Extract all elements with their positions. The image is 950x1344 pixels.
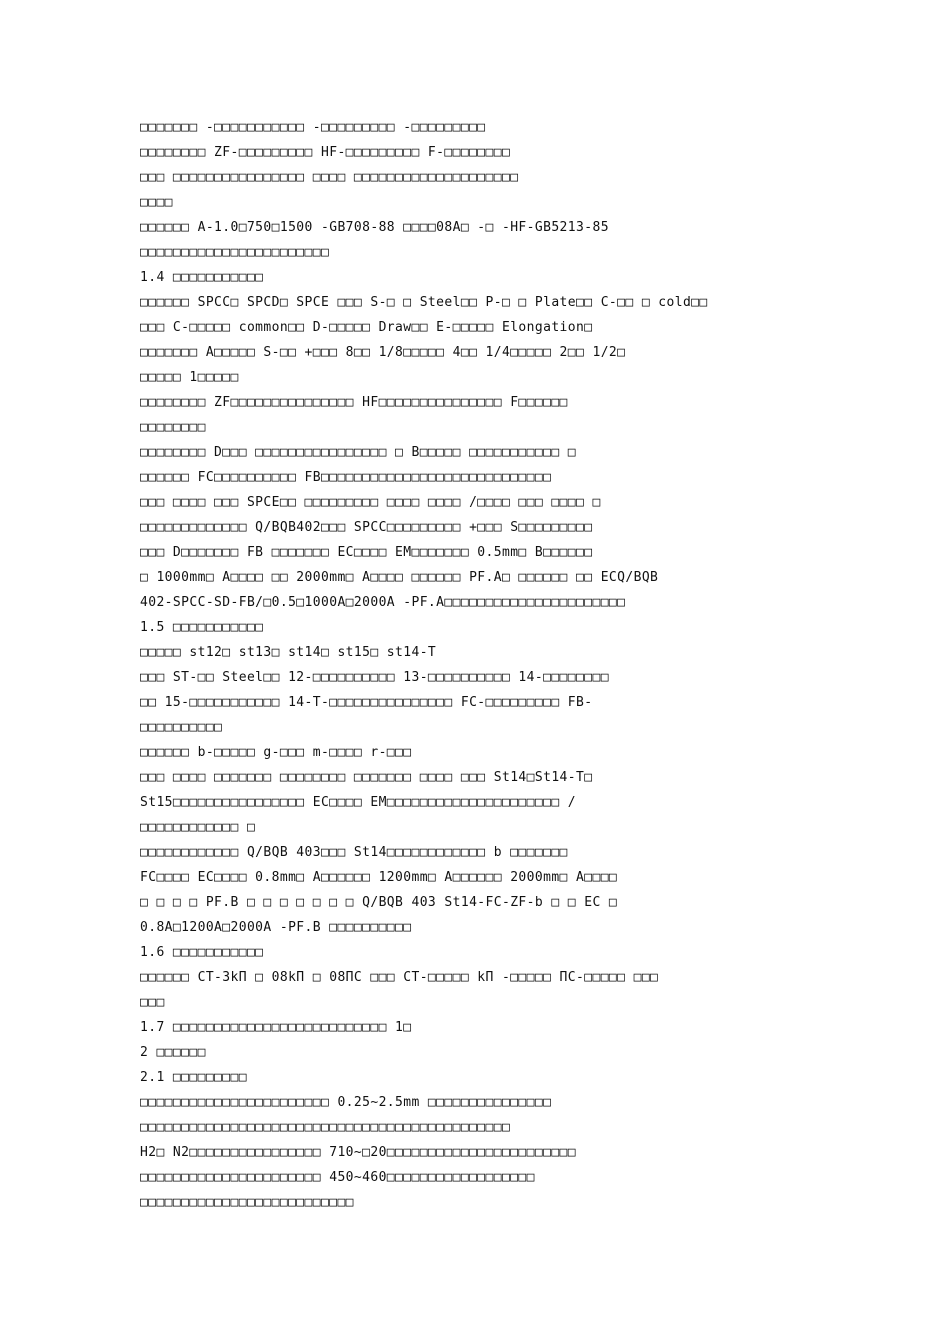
text-line: □□□□□□□□□□ bbox=[140, 720, 223, 735]
text-line: □□□□□□ CT-3kП □ 08kП □ 08ПC □□□ CT-□□□□□ kП -□□□□□ ПC-□□□□□ □□□ bbox=[140, 970, 659, 985]
text-line: □□□□□ st12□ st13□ st14□ st15□ st14-T bbox=[140, 645, 437, 660]
text-line: St15□□□□□□□□□□□□□□□□ EC□□□□ EM□□□□□□□□□□□□□□□□□□□□□ / bbox=[140, 795, 577, 810]
text-line: □□□□□□ A-1.0□750□1500 -GB708-88 □□□□08A□ -□ -HF-GB5213-85 bbox=[140, 220, 609, 235]
text-line: □□□ C-□□□□□ common□□ D-□□□□□ Draw□□ E-□□□□□ Elongation□ bbox=[140, 320, 593, 335]
text-line: □□□ ST-□□ Steel□□ 12-□□□□□□□□□□ 13-□□□□□□□□□□ 14-□□□□□□□□ bbox=[140, 670, 609, 685]
text-line: □□□□□□□□□□□□□ Q/BQB402□□□ SPCC□□□□□□□□□ +□□□ S□□□□□□□□□ bbox=[140, 520, 593, 535]
text-line: □□□□□□□ -□□□□□□□□□□□ -□□□□□□□□□ -□□□□□□□□□ bbox=[140, 120, 486, 135]
text-line: □□□□□□ FC□□□□□□□□□□ FB□□□□□□□□□□□□□□□□□□□□□□□□□□□□ bbox=[140, 470, 552, 485]
text-line: □□□□□□ SPCC□ SPCD□ SPCE □□□ S-□ □ Steel□□ P-□ □ Plate□□ C-□□ □ cold□□ bbox=[140, 295, 708, 310]
text-line: 402-SPCC-SD-FB/□0.5□1000A□2000A -PF.A□□□□□□□□□□□□□□□□□□□□□□ bbox=[140, 595, 626, 610]
text-line: □□ 15-□□□□□□□□□□□ 14-T-□□□□□□□□□□□□□□□ FC-□□□□□□□□□ FB- bbox=[140, 695, 593, 710]
section-heading: 1.4 □□□□□□□□□□□ bbox=[140, 270, 264, 285]
text-line: 1.7 □□□□□□□□□□□□□□□□□□□□□□□□□□ 1□ bbox=[140, 1020, 412, 1035]
text-line: □□□□ bbox=[140, 195, 173, 210]
text-line: □□□□□□□□□□□□ □ bbox=[140, 820, 256, 835]
text-line: □□□□□□□□□□□□ Q/BQB 403□□□ St14□□□□□□□□□□□□ b □□□□□□□ bbox=[140, 845, 568, 860]
text-line: □□□ □□□□□□□□□□□□□□□□ □□□□ □□□□□□□□□□□□□□□□□□□□ bbox=[140, 170, 519, 185]
text-line: H2□ N2□□□□□□□□□□□□□□□□ 710~□20□□□□□□□□□□□□□□□□□□□□□□□ bbox=[140, 1145, 577, 1160]
text-line: □ □ □ □ PF.B □ □ □ □ □ □ □ Q/BQB 403 St14-FC-ZF-b □ □ EC □ bbox=[140, 895, 618, 910]
text-line: □□□□□□□□ bbox=[140, 420, 206, 435]
text-line: □□□ □□□□ □□□□□□□ □□□□□□□□ □□□□□□□ □□□□ □□□ St14□St14-T□ bbox=[140, 770, 593, 785]
text-line: □□□ D□□□□□□□ FB □□□□□□□ EC□□□□ EM□□□□□□□ 0.5mm□ B□□□□□□ bbox=[140, 545, 593, 560]
text-line: □□□□□□□□ ZF□□□□□□□□□□□□□□□ HF□□□□□□□□□□□□□□□ F□□□□□□ bbox=[140, 395, 568, 410]
section-heading: 1.6 □□□□□□□□□□□ bbox=[140, 945, 264, 960]
section-heading: 2.1 □□□□□□□□□ bbox=[140, 1070, 247, 1085]
text-line: □□□□□ 1□□□□□ bbox=[140, 370, 239, 385]
section-heading: 1.5 □□□□□□□□□□□ bbox=[140, 620, 264, 635]
text-line: □□□ □□□□ □□□ SPCE□□ □□□□□□□□□ □□□□ □□□□ /□□□□ □□□ □□□□ □ bbox=[140, 495, 601, 510]
text-line: □□□□□□□□ D□□□ □□□□□□□□□□□□□□□□ □ B□□□□□ □□□□□□□□□□□ □ bbox=[140, 445, 577, 460]
text-line: □ 1000mm□ A□□□□ □□ 2000mm□ A□□□□ □□□□□□ PF.A□ □□□□□□ □□ ECQ/BQB bbox=[140, 570, 659, 585]
text-line: □□□□□□□□□□□□□□□□□□□□□□□□□□ bbox=[140, 1195, 354, 1210]
text-line: □□□□□□□□□□□□□□□□□□□□□□ 450~460□□□□□□□□□□□□□□□□□□ bbox=[140, 1170, 535, 1185]
text-line: □□□□□□□ A□□□□□ S-□□ +□□□ 8□□ 1/8□□□□□ 4□□ 1/4□□□□□ 2□□ 1/2□ bbox=[140, 345, 626, 360]
text-line: FC□□□□ EC□□□□ 0.8mm□ A□□□□□□ 1200mm□ A□□□□□□ 2000mm□ A□□□□ bbox=[140, 870, 618, 885]
text-line: □□□ bbox=[140, 995, 165, 1010]
text-line: □□□□□□□□□□□□□□□□□□□□□□□□□□□□□□□□□□□□□□□□□□□□□ bbox=[140, 1120, 511, 1135]
text-line: □□□□□□□□□□□□□□□□□□□□□□□ 0.25~2.5mm □□□□□□□□□□□□□□□ bbox=[140, 1095, 552, 1110]
text-line: □□□□□□□□ ZF-□□□□□□□□□ HF-□□□□□□□□□ F-□□□□□□□□ bbox=[140, 145, 511, 160]
text-line: 0.8A□1200A□2000A -PF.B □□□□□□□□□□ bbox=[140, 920, 412, 935]
section-heading: 2 □□□□□□ bbox=[140, 1045, 206, 1060]
text-line: □□□□□□ b-□□□□□ g-□□□ m-□□□□ r-□□□ bbox=[140, 745, 412, 760]
text-line: □□□□□□□□□□□□□□□□□□□□□□□ bbox=[140, 245, 330, 260]
